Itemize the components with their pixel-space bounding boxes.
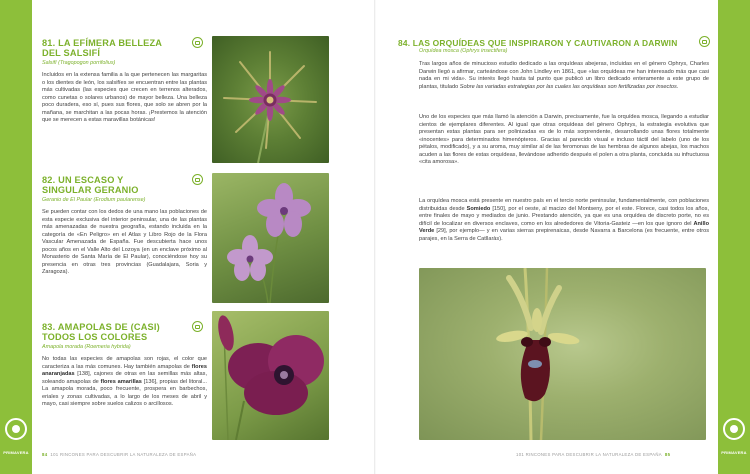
entry-81-subtitle: Salsifí (Tragopogon porrifolius) bbox=[42, 60, 116, 66]
section-tab-label: PRIMAVERA bbox=[3, 450, 29, 455]
entry-82-title: 82. UN ESCASO Y SINGULAR GERANIO bbox=[42, 175, 139, 195]
entry-84-paragraph-3: La orquídea mosca está presente en nuestro país en el tercio norte peninsular, fundamentalmente, con poblaciones distribuidas desde Somiedo [150], por el oeste, al macizo del Montseny, por el este. Florece, casi todos los años, entre finales de mayo y mediados de junio. Prestando atención, ya que es una orquídea de discreto porte, no es difícil de localizar en diversos enclaves, como en los alrededores de Vitoria-Gasteiz —en los que ignoro del Anillo Verde [29], por ejemplo— y en varias sierras prepirenaicas, desde Navarra a Barcelona (es frecuente, entre otros parajes, en la Serra de Catllaràs). bbox=[419, 198, 709, 242]
entry-81-title: 81. LA EFÍMERA BELLEZA DEL SALSIFÍ bbox=[42, 38, 163, 58]
footer-book-title: 101 RINCONES PARA DESCUBRIR LA NATURALEZA DE ESPAÑA bbox=[50, 452, 197, 457]
poppy-flower-illustration bbox=[212, 311, 329, 440]
left-footer bbox=[42, 452, 196, 457]
page-number: 85 bbox=[664, 452, 671, 457]
section-tab-label: PRIMAVERA bbox=[721, 450, 747, 455]
geranium-photo bbox=[212, 173, 329, 303]
right-footer bbox=[516, 452, 670, 457]
entry-84-title: 84. LAS ORQUÍDEAS QUE INSPIRARON Y CAUTIVARON A DARWIN bbox=[398, 38, 678, 48]
poppy-photo bbox=[212, 311, 329, 440]
entry-84-paragraph-1: Tras largos años de minucioso estudio dedicado a las orquídeas abejeras, incluidas en el género Ophrys, Charles Darwin llegó a afirmar, carteándose con John Lindley en 1861, que «las orquídeas me han interesado más que casi nada en mi vida». Su interés llegó hasta tal punto que publicó un libro dedicado enteramente a este grupo de plantas, titulado Sobre las variadas estrategias por las cuales las orquídeas son fertilizadas por insectos. bbox=[419, 61, 709, 90]
fly-orchid-photo bbox=[419, 268, 706, 440]
entry-83-title: 83. AMAPOLAS DE (CASI) TODOS LOS COLORES bbox=[42, 322, 160, 342]
fly-orchid-illustration bbox=[419, 268, 706, 440]
footer-book-title: 101 RINCONES PARA DESCUBRIR LA NATURALEZA DE ESPAÑA bbox=[516, 452, 662, 457]
flower-icon bbox=[723, 418, 745, 440]
entry-82-body: Se pueden contar con los dedos de una mano las poblaciones de esta especie exclusiva del interior peninsular, una de las plantas más amenazadas de nuestra geografía, estando incluida en la categoría de «En Peligro» en el Atlas y Libro Rojo de la Flora Vascular Amenazada de España. Fue descubierta hace unos pocos años en el Valle Alto del Lozoya (en un enclave próximo al Monasterio de Santa María de El Paular), conociéndose hoy su presencia en otras tres provincias (Guadalajara, Soria y Zaragoza). bbox=[42, 209, 207, 276]
magnifier-icon bbox=[699, 36, 710, 47]
camera-icon bbox=[192, 321, 203, 332]
right-page bbox=[376, 0, 718, 474]
entry-83-subtitle: Amapola morada (Roemeria hybrida) bbox=[42, 344, 131, 350]
entry-83-body: No todas las especies de amapolas son rojas, el color que caracteriza a las más comunes. Hay también amapolas de flores anaranjadas [138], cajones de otras en las semillas más altas, soleando amapolas de flores amarillas [136], propias del litoral... La amapola morada, poco frecuente, prospera en barbechos, eriales y zonas cultivadas, a lo largo de los meses de abril y mayo, casi siempre sobre suelos calizos o arcillosos. bbox=[42, 356, 207, 408]
camera-icon bbox=[192, 37, 203, 48]
entry-82-subtitle: Geranio de El Paular (Erodium paularense) bbox=[42, 197, 146, 203]
geranium-flowers-illustration bbox=[212, 173, 329, 303]
flower-icon bbox=[5, 418, 27, 440]
entry-84-subtitle: Orquídea mosca (Ophrys insectifera) bbox=[419, 48, 508, 54]
left-page bbox=[32, 0, 374, 474]
section-tab-left bbox=[0, 0, 32, 474]
page-number: 84 bbox=[42, 452, 48, 457]
salsify-photo bbox=[212, 36, 329, 163]
entry-84-paragraph-2: Uno de los especies que más llamó la atención a Darwin, precisamente, fue la orquídea mosca, llegando a estudiar cientos de ejemplares diferentes. Al igual que otras orquídeas del género Ophrys, la estrategia evolutiva que presentan estas plantas para ser polinizadas es de lo más sorprendente, desarrollando unas flores totalmente «inocentes» para determinados himenópteros. Gracias al parecido visual e incluso táctil del labelo (uno de los pétalos, modificado), y a su aroma, muy similar al de las feromonas de las hembras de algunos abejas, los machos acuden a las flores de estas orquídeas, llevándose adherido después el polen a otra planta, concluida su infructuosa «cita amorosa». bbox=[419, 114, 709, 166]
entry-81-body: Incluidos en la extensa familia a la que pertenecen las margaritas o los dientes de león, los salsifíes se encuentran entre las plantas más cultivadas (las especies que crecen en terrenos alterados, como cunetas o solares urbanos) de mayor belleza. Una belleza poco duradera, eso sí, pues sus flores, que solo se abren por la mañana, se marchitan a las pocas horas. ¡Prestemos la atención que se merecen a estas maravillas botánicas! bbox=[42, 72, 207, 124]
section-tab-right bbox=[718, 0, 750, 474]
camera-icon bbox=[192, 174, 203, 185]
salsify-flower-illustration bbox=[212, 36, 329, 163]
